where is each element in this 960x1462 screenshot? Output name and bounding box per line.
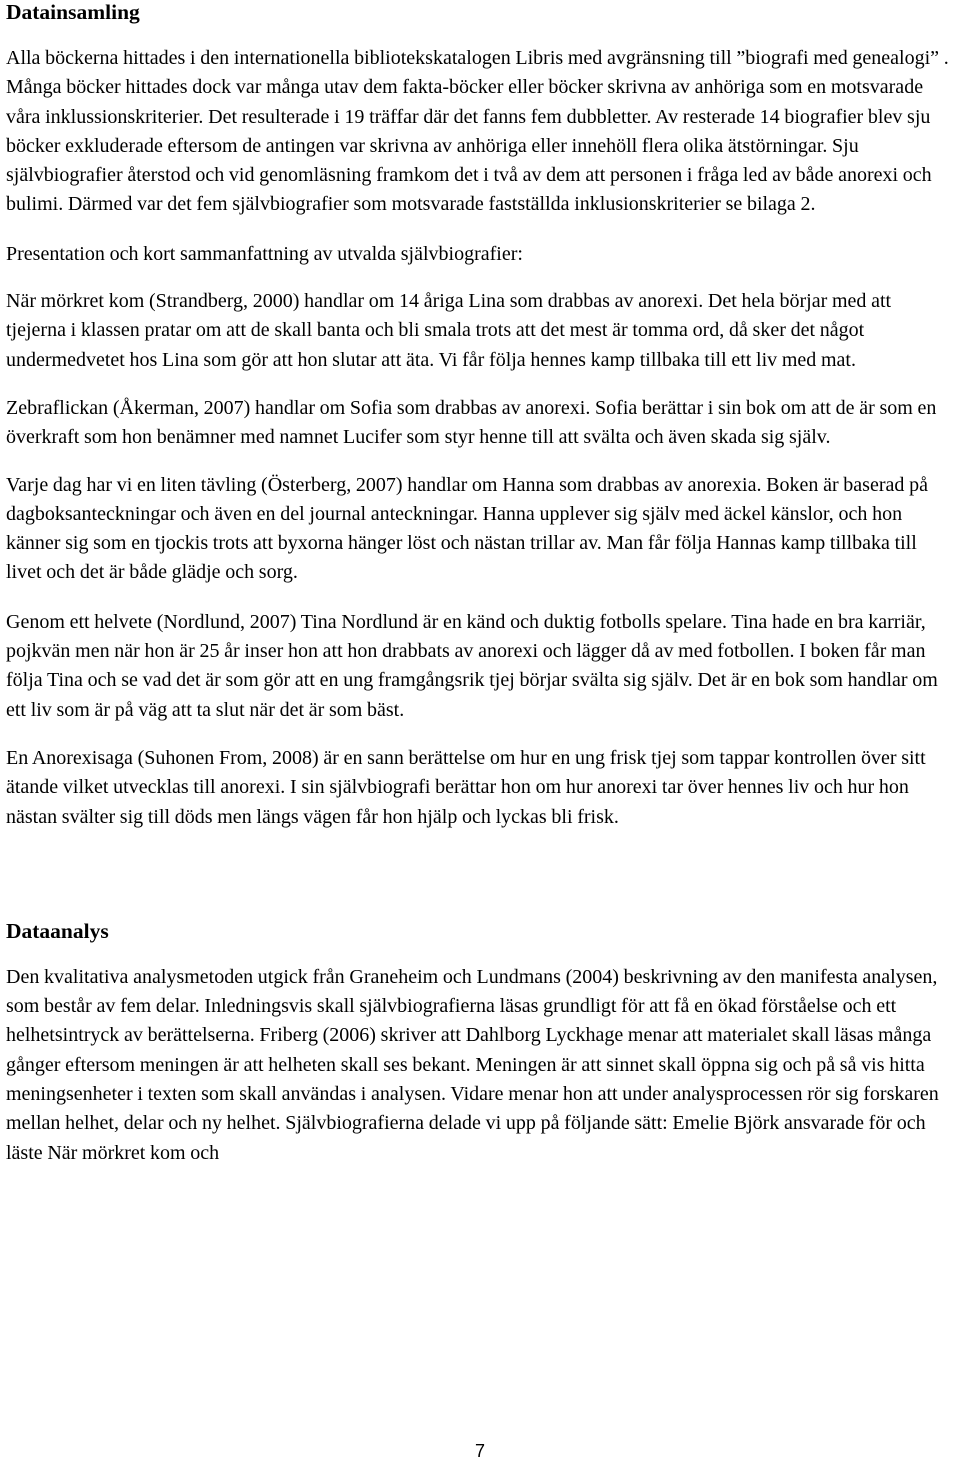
paragraph-book-genom-ett-helvete (6, 608, 954, 725)
book-summary: (Åkerman, 2007) handlar om Sofia som drabbas av anorexi. Sofia berättar i sin bok om att de är som en överkraft som hon benämner med namnet Lucifer som styr henne till att svälta och även skada sig själv. (6, 396, 937, 449)
book-summary: (Nordlund, 2007) Tina Nordlund är en känd och duktig fotbolls spelare. Tina hade en bra karriär, pojkvän men när hon är 25 år inser hon att hon drabbats av anorexi och lägger då av med fotbollen. I boken får man följa Tina och se vad det är som gör att en ung framgångsrik tjej börjar svälta sig själv. Det är en bok som handlar om ett liv som är på väg att ta slut när det är som bäst. (6, 610, 938, 721)
book-summary: (Suhonen From, 2008) är en sann berättelse om hur en ung frisk tjej som tappar kontrollen över sitt ätande vilket utvecklas till anorexi. I sin självbiografi berättar hon om hur anorexi tar över hennes liv och hur hon nästan svälter sig till döds men längs vägen får hon hjälp och lyckas bli frisk. (6, 746, 926, 828)
paragraph-presentation-intro: Presentation och kort sammanfattning av utvalda självbiografier: (6, 242, 523, 265)
book-title: När mörkret kom (6, 290, 145, 313)
book-title: En Anorexisaga (6, 746, 133, 769)
page-number: 7 (474, 1441, 485, 1461)
book-summary: (Strandberg, 2000) handlar om 14 åriga Lina som drabbas av anorexi. Det hela börjar med att tjejerna i klassen pratar om att de skall banta och bli smala trots att det mest är tomma ord, då sker det något undermedvetet hos Lina som gör att hon slutar att äta. Vi får följa hennes kamp tillbaka till ett liv med mat. (6, 290, 892, 371)
book-title: Zebraflickan (6, 396, 109, 419)
section-heading-dataanalys: Dataanalys (6, 918, 109, 943)
document-page (6, 0, 954, 1168)
paragraph-dataanalys: Den kvalitativa analysmetoden utgick från Graneheim och Lundmans (2004) beskrivning av den manifesta analysen, som består av fem delar. Inledningsvis skall självbiografierna läsas grundligt för att få en ökad förståelse och ett helhetsintryck av berättelserna. Friberg (2006) skriver att Dahlborg Lyckhage menar att materialet skall läsas många gånger eftersom meningen är att helheten skall ses bekant. Meningen är att sinnet skall öppna sig och på så vis hitta meningsenheter i texten som skall användas i analysen. Vidare menar hon att under analysprocessen rör sig forskaren mellan helhet, delar och ny helhet. Självbiografierna delade vi upp på följande sätt: Emelie Björk ansvarade för och läste När mörkret kom och (6, 965, 939, 1164)
section-heading-datainsamling: Datainsamling (6, 0, 140, 24)
paragraph-book-zebraflickan (6, 394, 954, 453)
book-title: Varje dag har vi en liten tävling (6, 473, 257, 496)
paragraph-datainsamling: Alla böckerna hittades i den internationella bibliotekskatalogen Libris med avgränsning till ”biografi med genealogi” . Många böcker hittades dock var många utav dem fakta-böcker eller böcker skrivna av anhöriga som en motsvarade våra inklussionskriterier. Det resulterade i 19 träffar där det fanns fem dubbletter. Av resterade 14 biografier blev sju böcker exkluderade eftersom de antingen var skrivna av anhöriga eller innehöll flera olika ätstörningar. Sju självbiografier återstod och vid genomläsning framkom det i två av dem att personen i fråga led av både anorexi och bulimi. Därmed var det fem självbiografier som motsvarade fastställda inklusionskriterier se bilaga 2. (6, 47, 949, 216)
book-summary: (Österberg, 2007) handlar om Hanna som drabbas av anorexia. Boken är baserad på dagboksanteckningar och även en del journal anteckningar. Hanna upplever sig själv med äckel känslor, och hon känner sig som en tjockis trots att byxorna hänger löst och nästan trillar av. Man får följa Hannas kamp tillbaka till livet och det är både glädje och sorg. (6, 473, 928, 584)
paragraph-book-varje-dag (6, 471, 954, 588)
paragraph-book-nar-morkret-kom (6, 287, 954, 375)
paragraph-book-en-anorexisaga (6, 744, 954, 832)
book-title: Genom ett helvete (6, 610, 153, 633)
